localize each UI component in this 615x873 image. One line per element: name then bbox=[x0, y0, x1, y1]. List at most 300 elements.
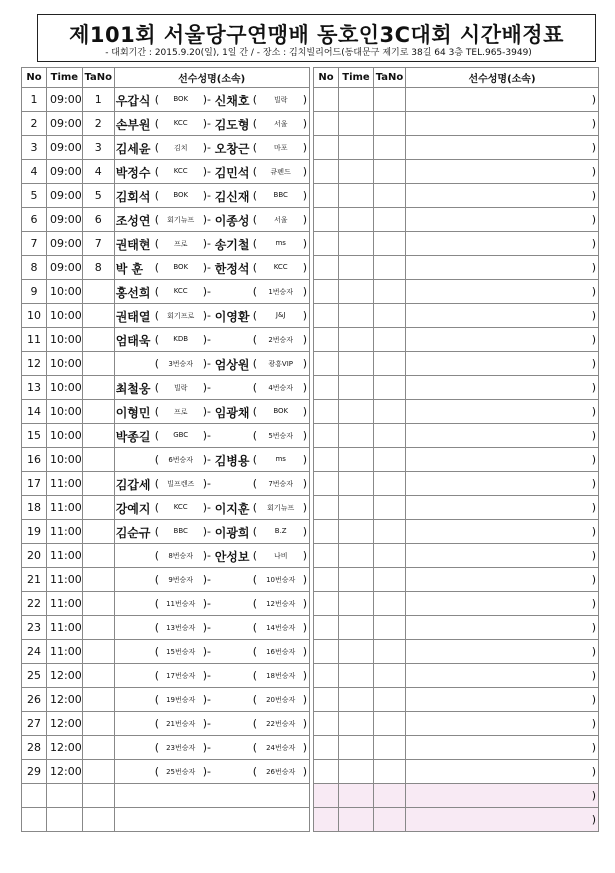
player1-name: 이형민 bbox=[115, 406, 151, 420]
cell-time bbox=[339, 736, 374, 760]
cell-no bbox=[314, 280, 339, 304]
paren-open: ( bbox=[252, 429, 257, 442]
table-row bbox=[314, 160, 599, 184]
cell-no: 20 bbox=[22, 544, 47, 568]
cell-tano: 5 bbox=[82, 184, 114, 208]
table-row bbox=[22, 88, 310, 112]
cell-players bbox=[114, 616, 309, 640]
table-row bbox=[22, 520, 310, 544]
player1-club: BOK bbox=[173, 191, 189, 199]
table-row bbox=[22, 304, 310, 328]
table-row bbox=[22, 448, 310, 472]
cell-time bbox=[339, 328, 374, 352]
table-row bbox=[22, 208, 310, 232]
paren-open: ( bbox=[154, 285, 159, 298]
cell-players bbox=[406, 424, 599, 448]
paren-open: ( bbox=[252, 621, 257, 634]
paren-close: ) bbox=[302, 189, 307, 202]
cell-time: 09:00 bbox=[47, 184, 83, 208]
paren-open: ( bbox=[154, 429, 159, 442]
cell-no: 19 bbox=[22, 520, 47, 544]
cell-no bbox=[314, 568, 339, 592]
table-row bbox=[314, 664, 599, 688]
player2-club: 광흥VIP bbox=[268, 360, 293, 368]
player2-club: 마포 bbox=[273, 144, 288, 152]
cell-players bbox=[114, 160, 309, 184]
cell-no bbox=[314, 184, 339, 208]
cell-time bbox=[339, 304, 374, 328]
cell-time bbox=[339, 424, 374, 448]
cell-players bbox=[406, 712, 599, 736]
player1-club: 13번승자 bbox=[166, 624, 196, 632]
paren-open: ( bbox=[154, 645, 159, 658]
cell-tano bbox=[82, 568, 114, 592]
separator: )- bbox=[202, 237, 211, 250]
cell-tano bbox=[374, 424, 406, 448]
paren-open: ( bbox=[252, 765, 257, 778]
player1-name: 박 훈 bbox=[115, 262, 144, 276]
cell-time: 11:00 bbox=[47, 640, 83, 664]
table-row bbox=[22, 328, 310, 352]
player1-name: 손부원 bbox=[115, 118, 151, 132]
cell-tano bbox=[82, 688, 114, 712]
cell-time bbox=[339, 88, 374, 112]
cell-players bbox=[114, 424, 309, 448]
table-row bbox=[314, 592, 599, 616]
paren-close: ) bbox=[302, 525, 307, 538]
paren-open: ( bbox=[252, 237, 257, 250]
cell-tano bbox=[374, 736, 406, 760]
player1-name: 권태현 bbox=[115, 238, 151, 252]
player1-club: 17번승자 bbox=[166, 672, 196, 680]
cell-players bbox=[406, 544, 599, 568]
paren-open: ( bbox=[154, 453, 159, 466]
cell-tano bbox=[374, 136, 406, 160]
cell-no: 26 bbox=[22, 688, 47, 712]
cell-no: 5 bbox=[22, 184, 47, 208]
table-row bbox=[22, 472, 310, 496]
cell-time bbox=[339, 760, 374, 784]
cell-time: 09:00 bbox=[47, 112, 83, 136]
cell-no bbox=[314, 544, 339, 568]
paren-close: ) bbox=[302, 93, 307, 106]
cell-time: 10:00 bbox=[47, 376, 83, 400]
paren-open: ( bbox=[252, 501, 257, 514]
cell-players bbox=[406, 592, 599, 616]
cell-time bbox=[339, 712, 374, 736]
cell-players bbox=[406, 376, 599, 400]
table-row bbox=[314, 496, 599, 520]
separator: )- bbox=[202, 213, 211, 226]
cell-time: 09:00 bbox=[47, 256, 83, 280]
table-row bbox=[22, 808, 310, 832]
cell-time: 12:00 bbox=[47, 688, 83, 712]
cell-players bbox=[114, 760, 309, 784]
cell-no: 15 bbox=[22, 424, 47, 448]
separator: )- bbox=[202, 381, 211, 394]
cell-tano: 8 bbox=[82, 256, 114, 280]
player2-club: 4번승자 bbox=[268, 384, 294, 392]
player2-name: 김신재 bbox=[214, 190, 250, 204]
cell-tano bbox=[374, 664, 406, 688]
cell-no bbox=[314, 424, 339, 448]
cell-players bbox=[406, 280, 599, 304]
cell-tano bbox=[82, 496, 114, 520]
cell-time: 11:00 bbox=[47, 616, 83, 640]
separator: )- bbox=[202, 405, 211, 418]
player2-name: 한정석 bbox=[214, 262, 250, 276]
paren-open: ( bbox=[252, 645, 257, 658]
cell-no bbox=[314, 208, 339, 232]
paren-close: ) bbox=[591, 693, 596, 706]
paren-open: ( bbox=[252, 357, 257, 370]
player1-club: 23번승자 bbox=[166, 744, 196, 752]
table-row bbox=[314, 352, 599, 376]
cell-time: 11:00 bbox=[47, 544, 83, 568]
player1-club: 19번승자 bbox=[166, 696, 196, 704]
player1-club: BOK bbox=[173, 95, 189, 103]
table-row bbox=[314, 784, 599, 808]
cell-time bbox=[339, 376, 374, 400]
player2-club: ms bbox=[275, 455, 286, 463]
separator: )- bbox=[202, 165, 211, 178]
paren-open: ( bbox=[154, 189, 159, 202]
cell-players bbox=[114, 448, 309, 472]
cell-no bbox=[314, 688, 339, 712]
table-row bbox=[314, 448, 599, 472]
cell-no bbox=[314, 376, 339, 400]
cell-time bbox=[339, 472, 374, 496]
player2-club: 7번승자 bbox=[268, 480, 294, 488]
separator: )- bbox=[202, 765, 211, 778]
separator: )- bbox=[202, 693, 211, 706]
paren-open: ( bbox=[154, 573, 159, 586]
paren-close: ) bbox=[302, 501, 307, 514]
paren-close: ) bbox=[591, 477, 596, 490]
cell-no bbox=[314, 784, 339, 808]
cell-tano bbox=[82, 448, 114, 472]
paren-close: ) bbox=[302, 573, 307, 586]
paren-open: ( bbox=[252, 669, 257, 682]
player1-club: 9번승자 bbox=[168, 576, 194, 584]
paren-open: ( bbox=[154, 741, 159, 754]
paren-close: ) bbox=[302, 165, 307, 178]
paren-close: ) bbox=[302, 357, 307, 370]
cell-players bbox=[406, 808, 599, 832]
table-row bbox=[314, 808, 599, 832]
cell-players bbox=[114, 112, 309, 136]
separator: )- bbox=[202, 573, 211, 586]
paren-open: ( bbox=[252, 525, 257, 538]
player1-club: 빌프렌즈 bbox=[167, 480, 195, 488]
player2-club: 5번승자 bbox=[268, 432, 294, 440]
player2-club: 18번승자 bbox=[266, 672, 296, 680]
cell-no: 8 bbox=[22, 256, 47, 280]
cell-tano bbox=[374, 688, 406, 712]
cell-tano bbox=[374, 160, 406, 184]
cell-players bbox=[406, 112, 599, 136]
cell-players bbox=[406, 136, 599, 160]
cell-time: 11:00 bbox=[47, 496, 83, 520]
cell-no: 14 bbox=[22, 400, 47, 424]
player1-name: 김회석 bbox=[115, 190, 151, 204]
cell-tano bbox=[82, 352, 114, 376]
player1-club: 15번승자 bbox=[166, 648, 196, 656]
cell-tano bbox=[374, 544, 406, 568]
paren-close: ) bbox=[591, 597, 596, 610]
cell-time bbox=[339, 112, 374, 136]
paren-open: ( bbox=[252, 597, 257, 610]
cell-time: 10:00 bbox=[47, 280, 83, 304]
cell-tano bbox=[82, 784, 114, 808]
player1-club: 25번승자 bbox=[166, 768, 196, 776]
cell-tano bbox=[374, 328, 406, 352]
table-row bbox=[22, 568, 310, 592]
paren-close: ) bbox=[302, 549, 307, 562]
player1-club: 프로 bbox=[173, 240, 188, 248]
paren-open: ( bbox=[252, 165, 257, 178]
cell-time: 11:00 bbox=[47, 472, 83, 496]
paren-open: ( bbox=[154, 405, 159, 418]
paren-close: ) bbox=[302, 717, 307, 730]
table-row bbox=[314, 112, 599, 136]
paren-close: ) bbox=[302, 309, 307, 322]
cell-tano bbox=[374, 520, 406, 544]
player1-name: 조성연 bbox=[115, 214, 151, 228]
separator: )- bbox=[202, 357, 211, 370]
player1-club: 김치 bbox=[173, 144, 188, 152]
cell-players bbox=[406, 352, 599, 376]
player1-club: KCC bbox=[173, 167, 188, 175]
cell-time bbox=[339, 664, 374, 688]
paren-close: ) bbox=[591, 117, 596, 130]
cell-tano bbox=[374, 616, 406, 640]
cell-players bbox=[406, 304, 599, 328]
table-row bbox=[314, 640, 599, 664]
table-row bbox=[314, 280, 599, 304]
paren-close: ) bbox=[302, 741, 307, 754]
cell-time bbox=[339, 688, 374, 712]
table-header-row bbox=[22, 68, 310, 88]
paren-open: ( bbox=[252, 141, 257, 154]
cell-players bbox=[114, 712, 309, 736]
table-row bbox=[22, 544, 310, 568]
table-row bbox=[22, 256, 310, 280]
player1-club: GBC bbox=[173, 431, 189, 439]
schedule-table-right bbox=[313, 67, 599, 832]
paren-close: ) bbox=[591, 525, 596, 538]
table-row bbox=[22, 112, 310, 136]
cell-tano bbox=[82, 664, 114, 688]
cell-players bbox=[114, 520, 309, 544]
cell-no: 6 bbox=[22, 208, 47, 232]
player1-club: 프로 bbox=[173, 408, 188, 416]
cell-time bbox=[339, 208, 374, 232]
player1-name: 김세윤 bbox=[115, 142, 151, 156]
cell-tano bbox=[374, 472, 406, 496]
player1-name: 엄태욱 bbox=[115, 334, 151, 348]
cell-players bbox=[406, 400, 599, 424]
table-row bbox=[22, 400, 310, 424]
cell-no bbox=[314, 160, 339, 184]
separator: )- bbox=[202, 621, 211, 634]
separator: )- bbox=[202, 645, 211, 658]
cell-players bbox=[406, 160, 599, 184]
paren-open: ( bbox=[154, 261, 159, 274]
cell-players bbox=[114, 688, 309, 712]
paren-open: ( bbox=[154, 213, 159, 226]
cell-players bbox=[114, 352, 309, 376]
separator: )- bbox=[202, 189, 211, 202]
table-row bbox=[314, 544, 599, 568]
separator: )- bbox=[202, 117, 211, 130]
player2-club: J&J bbox=[275, 311, 286, 319]
cell-tano bbox=[374, 112, 406, 136]
cell-time bbox=[339, 592, 374, 616]
cell-players bbox=[114, 784, 309, 808]
cell-players bbox=[406, 256, 599, 280]
player2-name: 송기철 bbox=[214, 238, 250, 252]
cell-tano: 3 bbox=[82, 136, 114, 160]
cell-no: 7 bbox=[22, 232, 47, 256]
paren-close: ) bbox=[302, 117, 307, 130]
player1-name: 박종길 bbox=[115, 430, 151, 444]
player2-name: 신채호 bbox=[214, 94, 250, 108]
cell-tano bbox=[374, 784, 406, 808]
player1-name: 최철웅 bbox=[115, 382, 151, 396]
player2-name: 이영환 bbox=[214, 310, 250, 324]
paren-close: ) bbox=[591, 165, 596, 178]
table-row bbox=[22, 784, 310, 808]
cell-tano bbox=[374, 88, 406, 112]
cell-time: 10:00 bbox=[47, 328, 83, 352]
paren-close: ) bbox=[591, 813, 596, 826]
paren-close: ) bbox=[302, 381, 307, 394]
cell-time: 10:00 bbox=[47, 400, 83, 424]
cell-time bbox=[47, 808, 83, 832]
table-row bbox=[314, 568, 599, 592]
cell-tano bbox=[82, 472, 114, 496]
cell-players bbox=[114, 208, 309, 232]
player1-club: KCC bbox=[173, 287, 188, 295]
player2-club: 10번승자 bbox=[266, 576, 296, 584]
player2-name: 김민석 bbox=[214, 166, 250, 180]
cell-time bbox=[339, 280, 374, 304]
player1-club: 3번승자 bbox=[168, 360, 194, 368]
player2-club: 서울 bbox=[273, 216, 288, 224]
cell-time bbox=[339, 784, 374, 808]
paren-close: ) bbox=[302, 429, 307, 442]
cell-tano bbox=[374, 280, 406, 304]
player2-club: 24번승자 bbox=[266, 744, 296, 752]
cell-players bbox=[406, 208, 599, 232]
paren-open: ( bbox=[154, 165, 159, 178]
paren-open: ( bbox=[154, 333, 159, 346]
cell-no bbox=[314, 496, 339, 520]
table-row bbox=[22, 760, 310, 784]
cell-players bbox=[406, 568, 599, 592]
cell-no bbox=[314, 136, 339, 160]
cell-players bbox=[406, 520, 599, 544]
table-row bbox=[314, 376, 599, 400]
cell-time: 10:00 bbox=[47, 424, 83, 448]
paren-open: ( bbox=[252, 573, 257, 586]
paren-open: ( bbox=[154, 525, 159, 538]
cell-tano bbox=[374, 448, 406, 472]
paren-close: ) bbox=[591, 741, 596, 754]
paren-open: ( bbox=[154, 357, 159, 370]
col-header-players: 선수성명(소속) bbox=[406, 68, 599, 88]
paren-open: ( bbox=[252, 453, 257, 466]
cell-players bbox=[114, 544, 309, 568]
table-row bbox=[22, 640, 310, 664]
cell-players bbox=[114, 256, 309, 280]
table-row bbox=[314, 88, 599, 112]
paren-open: ( bbox=[252, 693, 257, 706]
player1-name: 권태열 bbox=[115, 310, 151, 324]
page-subtitle: - 대회기간 : 2015.9.20(일), 1일 간 / - 장소 : 김치빌리어드(동대문구 제기로 38길 64 3층 TEL.965-3949) bbox=[105, 48, 532, 58]
table-row bbox=[314, 400, 599, 424]
cell-tano bbox=[82, 376, 114, 400]
cell-no: 13 bbox=[22, 376, 47, 400]
player1-club: BOK bbox=[173, 263, 189, 271]
player2-club: 14번승자 bbox=[266, 624, 296, 632]
player2-club: KCC bbox=[273, 263, 288, 271]
paren-open: ( bbox=[252, 741, 257, 754]
cell-no bbox=[314, 112, 339, 136]
paren-close: ) bbox=[302, 237, 307, 250]
table-row bbox=[314, 712, 599, 736]
cell-tano bbox=[82, 328, 114, 352]
separator: )- bbox=[202, 525, 211, 538]
cell-players bbox=[114, 736, 309, 760]
player2-club: 나비 bbox=[273, 552, 288, 560]
cell-tano bbox=[82, 736, 114, 760]
paren-open: ( bbox=[154, 309, 159, 322]
paren-close: ) bbox=[591, 141, 596, 154]
cell-tano bbox=[82, 640, 114, 664]
cell-no: 17 bbox=[22, 472, 47, 496]
cell-players bbox=[406, 328, 599, 352]
cell-players bbox=[114, 592, 309, 616]
paren-open: ( bbox=[154, 477, 159, 490]
cell-time bbox=[339, 448, 374, 472]
paren-close: ) bbox=[591, 717, 596, 730]
cell-players bbox=[114, 88, 309, 112]
player1-club: KDB bbox=[173, 335, 189, 343]
player2-name: 오창근 bbox=[214, 142, 250, 156]
cell-no: 2 bbox=[22, 112, 47, 136]
cell-no bbox=[314, 472, 339, 496]
paren-open: ( bbox=[154, 621, 159, 634]
table-row bbox=[22, 664, 310, 688]
paren-open: ( bbox=[154, 141, 159, 154]
cell-no bbox=[314, 232, 339, 256]
separator: )- bbox=[202, 333, 211, 346]
paren-close: ) bbox=[302, 597, 307, 610]
player2-club: 22번승자 bbox=[266, 720, 296, 728]
table-row bbox=[314, 520, 599, 544]
table-row bbox=[22, 712, 310, 736]
cell-players bbox=[114, 568, 309, 592]
player2-name: 안성보 bbox=[214, 550, 250, 564]
cell-tano bbox=[82, 616, 114, 640]
player2-name: 이지훈 bbox=[214, 502, 250, 516]
col-header-players: 선수성명(소속) bbox=[114, 68, 309, 88]
table-row bbox=[22, 616, 310, 640]
paren-open: ( bbox=[252, 261, 257, 274]
table-row bbox=[314, 256, 599, 280]
